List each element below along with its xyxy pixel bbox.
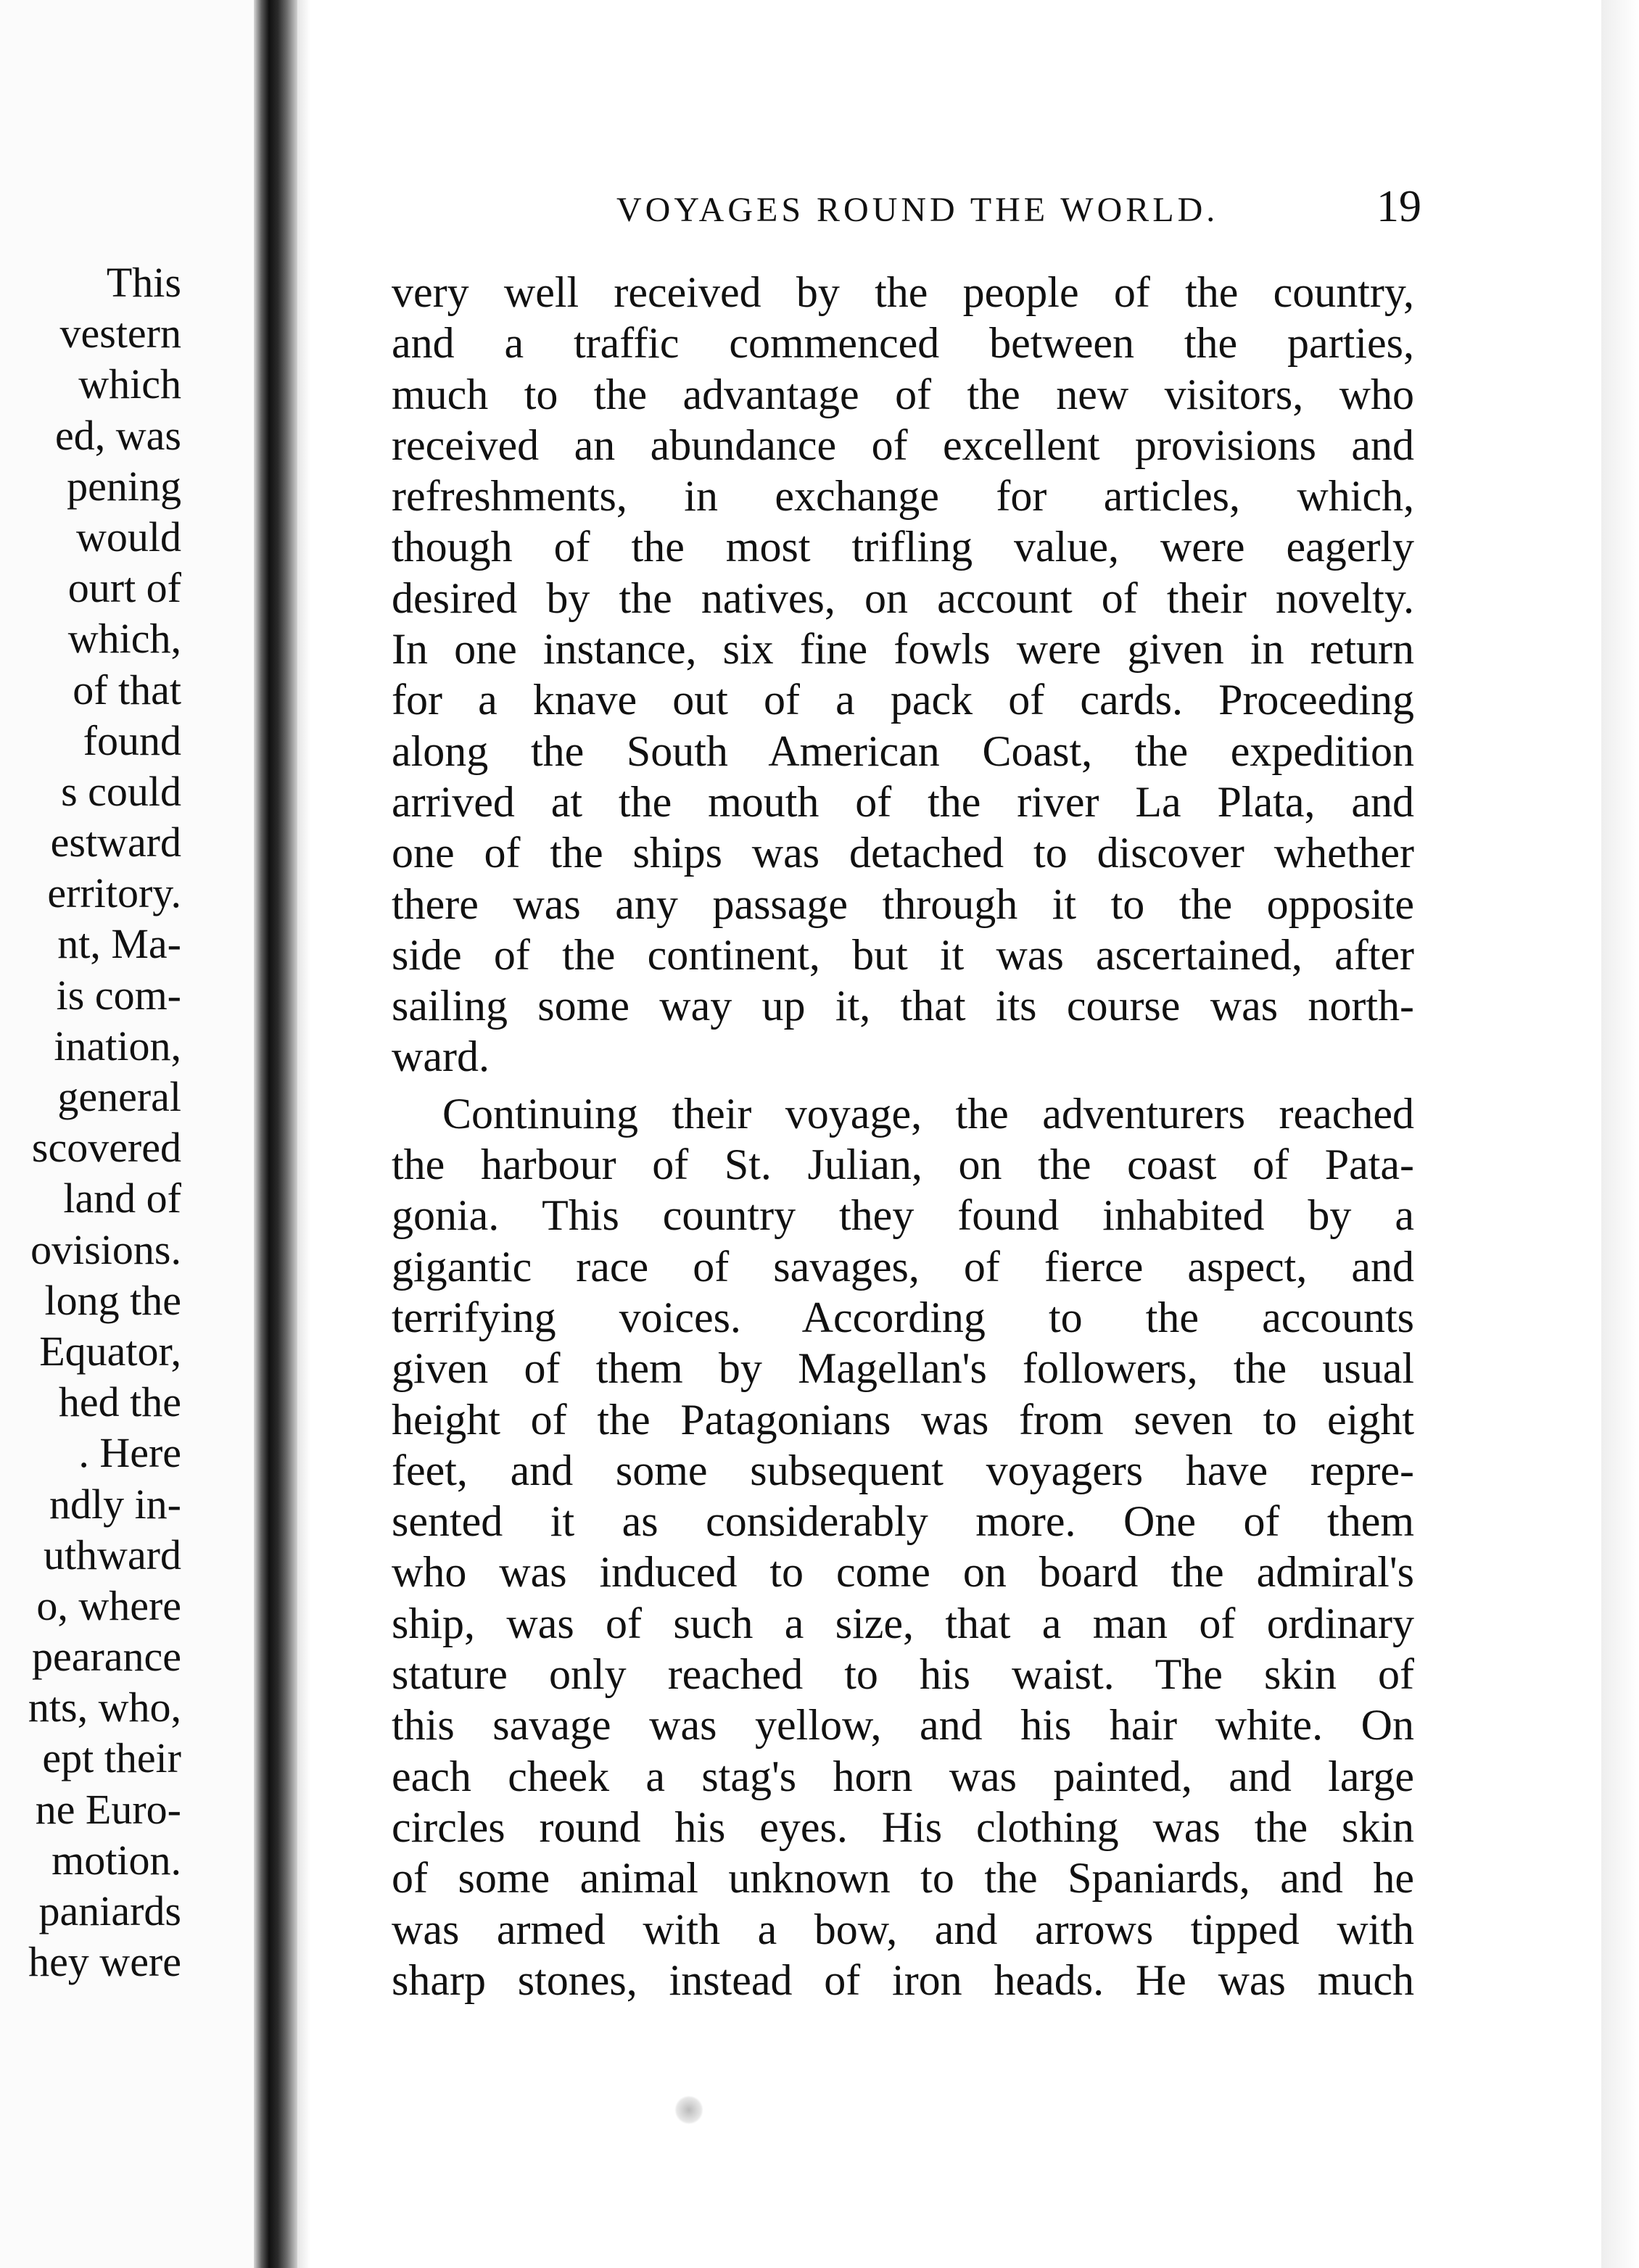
left-page-line: general — [57, 1073, 181, 1120]
left-page-line: . Here — [78, 1429, 181, 1477]
left-page-line: of that — [73, 666, 181, 713]
text-line: height of the Patagonians was from seven to eight — [392, 1395, 1414, 1444]
left-page-line: vestern — [59, 310, 181, 357]
left-page-line: s could — [61, 767, 181, 815]
book-spine — [254, 0, 297, 2268]
left-page-line: motion. — [51, 1836, 181, 1884]
left-page-line: which, — [67, 615, 181, 663]
page-edge — [1601, 0, 1639, 2268]
text-line: feet, and some subsequent voyagers have repre- — [392, 1446, 1414, 1494]
left-page-line: pening — [67, 462, 181, 510]
text-line: this savage was yellow, and his hair white. On — [392, 1701, 1414, 1750]
text-line: refreshments, in exchange for articles, which, — [392, 472, 1414, 521]
left-page-line: nt, Ma- — [57, 920, 181, 968]
text-line: sailing some way up it, that its course was north- — [392, 982, 1414, 1030]
text-line: who was induced to come on board the admiral's — [392, 1548, 1414, 1597]
text-line: ward. — [392, 1032, 490, 1081]
body-text — [392, 267, 1414, 2006]
left-page-line: estward — [50, 819, 181, 866]
text-line: desired by the natives, on account of their novelty. — [392, 574, 1414, 622]
left-page-line: scovered — [31, 1124, 181, 1172]
text-line: and a traffic commenced between the parties, — [392, 319, 1414, 368]
text-line: side of the continent, but it was ascertained, after — [392, 930, 1414, 979]
text-line: In one instance, six fine fowls were given in return — [392, 625, 1414, 674]
left-page-line: o, where — [36, 1581, 181, 1629]
text-line: circles round his eyes. His clothing was the skin — [392, 1803, 1414, 1851]
left-page-line: ndly in- — [49, 1480, 181, 1528]
left-page-line: ovisions. — [30, 1225, 181, 1273]
text-line: gigantic race of savages, of fierce aspect, and — [392, 1242, 1414, 1291]
left-page-line: long the — [44, 1276, 181, 1324]
left-page-line: ination, — [54, 1022, 181, 1069]
text-line: arrived at the mouth of the river La Plata, and — [392, 777, 1414, 826]
running-head: VOYAGES ROUND THE WORLD. — [616, 191, 1219, 229]
text-line: was armed with a bow, and arrows tipped with — [392, 1905, 1414, 1953]
left-page-line: erritory. — [47, 869, 181, 917]
text-line: there was any passage through it to the opposite — [392, 880, 1414, 928]
text-line: one of the ships was detached to discover whether — [392, 829, 1414, 877]
left-page-line: land of — [63, 1175, 181, 1222]
paper-smudge — [674, 2095, 703, 2124]
text-line: received an abundance of excellent provisions and — [392, 421, 1414, 469]
text-line: along the South American Coast, the expedition — [392, 727, 1414, 775]
text-line: Continuing their voyage, the adventurers reached — [442, 1089, 1414, 1138]
page-number: 19 — [1376, 182, 1421, 231]
text-line: given of them by Magellan's followers, the usual — [392, 1344, 1414, 1393]
left-page-line: found — [83, 716, 181, 764]
left-page-text — [0, 257, 181, 1987]
left-page-line: pearance — [31, 1633, 181, 1681]
left-page-line: ed, was — [55, 411, 181, 459]
left-page-line: nts, who, — [28, 1684, 181, 1731]
left-page-line: This — [106, 259, 181, 306]
spine-shadow — [297, 0, 310, 2268]
text-line: sharp stones, instead of iron heads. He was much — [392, 1955, 1414, 2004]
left-page-line: ept their — [42, 1734, 181, 1782]
left-page-line: ne Euro- — [35, 1785, 181, 1833]
text-line: gonia. This country they found inhabited by a — [392, 1191, 1414, 1240]
text-line: of some animal unknown to the Spaniards, and he — [392, 1854, 1414, 1903]
left-page-fragment — [0, 0, 254, 2268]
left-page-line: would — [76, 513, 181, 560]
text-line: for a knave out of a pack of cards. Proceeding — [392, 676, 1414, 724]
text-line: sented it as considerably more. One of them — [392, 1497, 1414, 1546]
text-line: terrifying voices. According to the accounts — [392, 1293, 1414, 1341]
left-page-line: Equator, — [39, 1327, 181, 1375]
paragraph-gap — [392, 1083, 1414, 1088]
left-page-line: uthward — [43, 1531, 181, 1578]
text-line: each cheek a stag's horn was painted, and large — [392, 1752, 1414, 1800]
left-page-line: ourt of — [67, 564, 181, 612]
text-line: very well received by the people of the country, — [392, 268, 1414, 316]
left-page-line: which — [78, 360, 181, 408]
text-line: much to the advantage of the new visitors, who — [392, 370, 1414, 418]
left-page-line: paniards — [38, 1887, 181, 1934]
text-line: though of the most trifling value, were eagerly — [392, 523, 1414, 571]
text-line: stature only reached to his waist. The skin of — [392, 1650, 1414, 1699]
left-page-line: is com- — [56, 971, 181, 1019]
text-line: ship, was of such a size, that a man of ordinary — [392, 1599, 1414, 1647]
left-page-line: hey were — [28, 1938, 181, 1986]
text-line: the harbour of St. Julian, on the coast of Pata- — [392, 1141, 1414, 1189]
left-page-line: hed the — [58, 1378, 181, 1426]
